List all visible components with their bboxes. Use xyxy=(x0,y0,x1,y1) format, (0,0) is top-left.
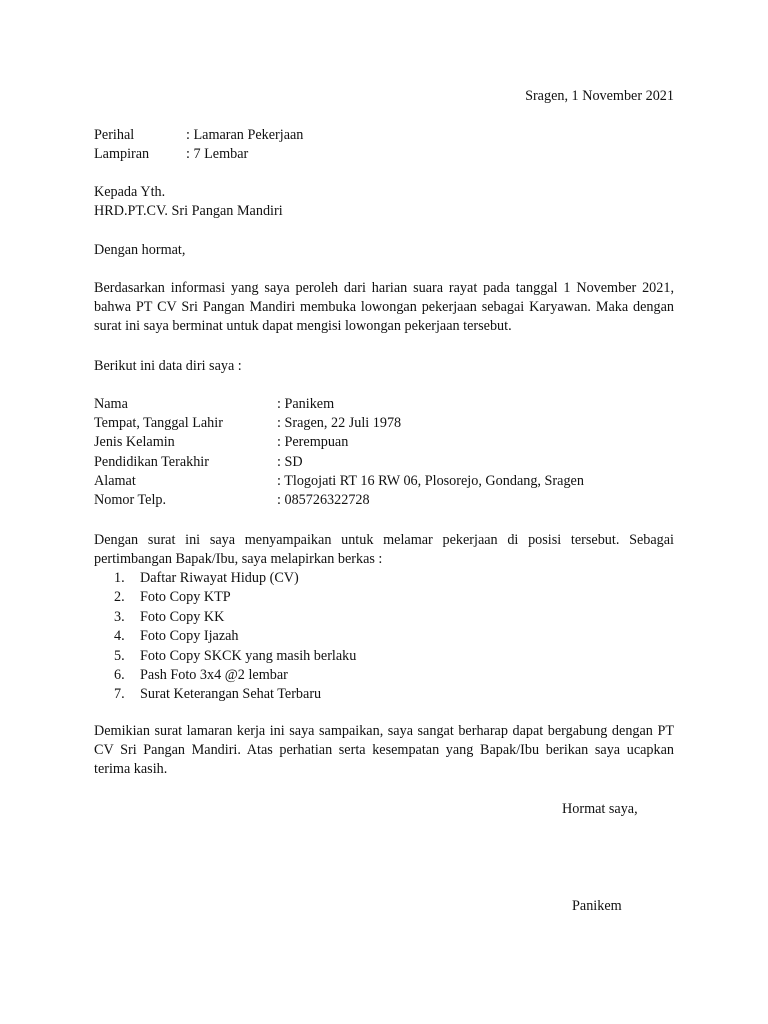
attachment-count-label: Lampiran xyxy=(94,146,150,162)
list-text: Foto Copy Ijazah xyxy=(140,628,239,645)
data-row-education xyxy=(94,453,674,472)
data-value: : SD xyxy=(277,454,303,470)
data-value: : Perempuan xyxy=(277,434,349,450)
data-label: Pendidikan Terakhir xyxy=(94,454,209,470)
closing-salutation: Hormat saya, xyxy=(562,801,638,817)
list-text: Pash Foto 3x4 @2 lembar xyxy=(140,666,288,683)
data-value: : Panikem xyxy=(277,396,335,412)
list-number: 5. xyxy=(114,647,125,664)
recipient-block xyxy=(94,183,283,221)
data-label: Nomor Telp. xyxy=(94,492,167,508)
closing-paragraph: Demikian surat lamaran kerja ini saya sampaikan, saya sangat berharap dapat bergabung dengan PT CV Sri Pangan Mandiri. Atas perhatian serta kesempatan yang Bapak/Ibu berikan saya ucapkan terima kasih. xyxy=(94,723,674,778)
list-text: Foto Copy KK xyxy=(140,608,225,625)
data-row-gender xyxy=(94,433,674,452)
personal-data-intro: Berikut ini data diri saya : xyxy=(94,358,242,374)
data-label: Nama xyxy=(94,396,128,412)
list-text: Foto Copy SKCK yang masih berlaku xyxy=(140,647,357,664)
data-label: Tempat, Tanggal Lahir xyxy=(94,415,223,431)
subject-value: : Lamaran Pekerjaan xyxy=(186,127,304,143)
data-value: : 085726322728 xyxy=(277,492,370,508)
list-number: 2. xyxy=(114,589,125,606)
data-label: Jenis Kelamin xyxy=(94,434,175,450)
list-number: 1. xyxy=(114,570,125,586)
list-text: Surat Keterangan Sehat Terbaru xyxy=(140,686,322,703)
data-row-address xyxy=(94,472,674,491)
list-text: Daftar Riwayat Hidup (CV) xyxy=(140,570,299,586)
data-row-name xyxy=(94,395,674,414)
recipient-line-1: Kepada Yth. xyxy=(94,184,166,200)
data-row-birth xyxy=(94,414,674,433)
signer-name: Panikem xyxy=(572,898,622,914)
list-number: 7. xyxy=(114,686,125,703)
subject-label: Perihal xyxy=(94,127,135,143)
application-paragraph: Dengan surat ini saya menyampaikan untuk melamar pekerjaan di posisi tersebut. Sebagai pertimbangan Bapak/Ibu, saya melapirkan berkas : xyxy=(94,532,674,568)
data-value: : Sragen, 22 Juli 1978 xyxy=(277,415,402,431)
place-date: Sragen, 1 November 2021 xyxy=(525,88,674,104)
data-label: Alamat xyxy=(94,473,136,489)
data-row-phone xyxy=(94,491,674,510)
list-number: 6. xyxy=(114,666,125,683)
data-value: : Tlogojati RT 16 RW 06, Plosorejo, Gondang, Sragen xyxy=(277,473,584,489)
recipient-line-2: HRD.PT.CV. Sri Pangan Mandiri xyxy=(94,203,283,220)
list-text: Foto Copy KTP xyxy=(140,589,231,606)
opening-paragraph: Berdasarkan informasi yang saya peroleh dari harian suara rayat pada tanggal 1 November 2021, bahwa PT CV Sri Pangan Mandiri membuka lowongan pekerjaan sebagai Karyawan. Maka dengan surat ini saya berminat untuk dapat mengisi lowongan pekerjaan tersebut. xyxy=(94,280,674,335)
greeting: Dengan hormat, xyxy=(94,242,186,258)
list-number: 3. xyxy=(114,608,125,625)
list-number: 4. xyxy=(114,628,125,645)
attachment-count-value: : 7 Lembar xyxy=(186,146,249,162)
